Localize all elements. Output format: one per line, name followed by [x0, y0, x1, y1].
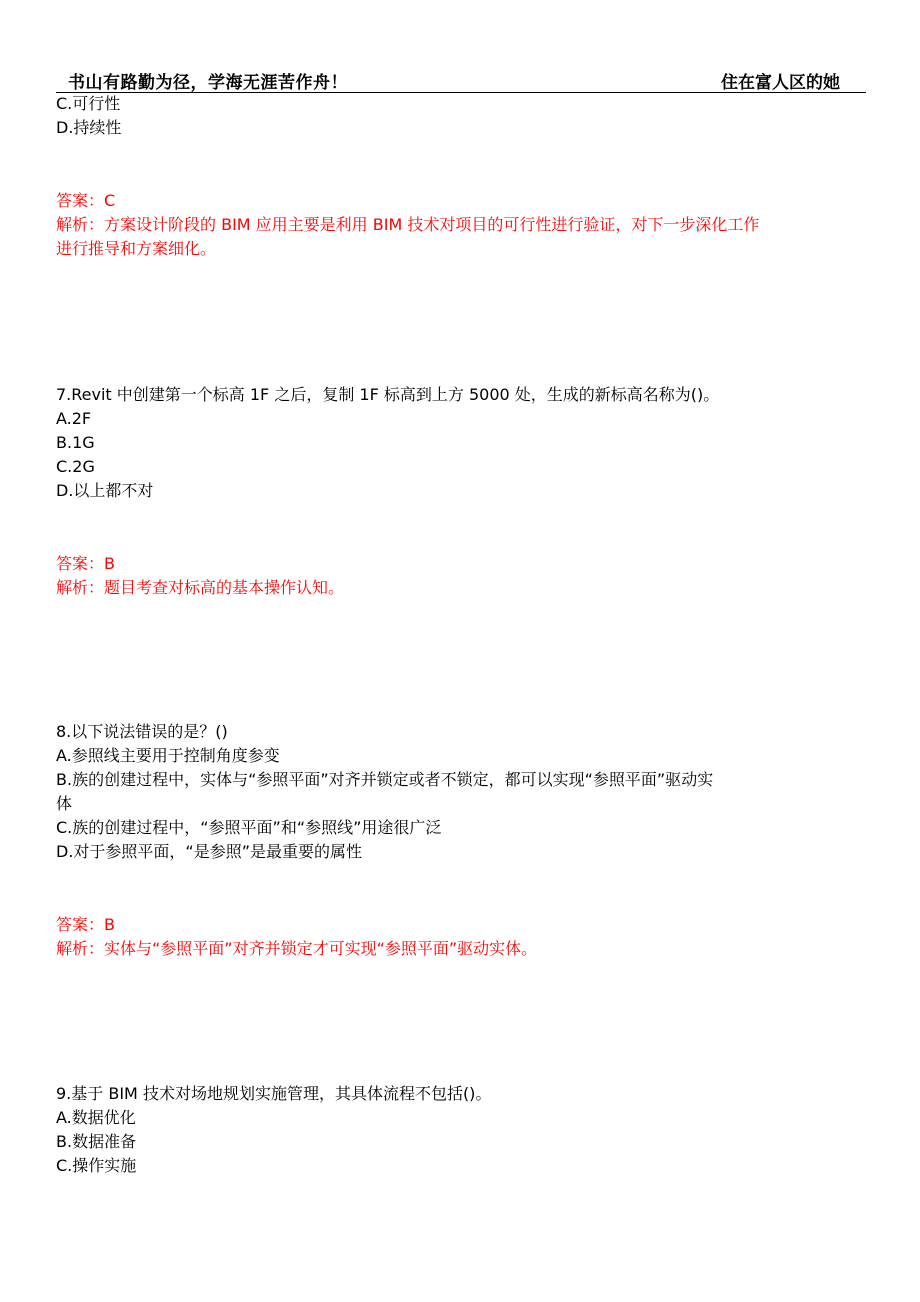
- q7-option-b: B.1G: [56, 433, 95, 452]
- q8-option-c: C.族的创建过程中，“参照平面”和“参照线”用途很广泛: [56, 818, 442, 837]
- q9-option-a: A.数据优化: [56, 1108, 136, 1127]
- q7-answer: 答案：B: [56, 554, 115, 573]
- q8-question: 8.以下说法错误的是？(): [56, 722, 228, 741]
- q6-option-c: C.可行性: [56, 94, 121, 113]
- page-header: [56, 66, 866, 93]
- q8-explanation: 解析：实体与“参照平面”对齐并锁定才可实现“参照平面”驱动实体。: [56, 939, 538, 958]
- q8-answer: 答案：B: [56, 915, 115, 934]
- q8-option-d: D.对于参照平面，“是参照”是最重要的属性: [56, 842, 362, 861]
- q6-explanation-line2: 进行推导和方案细化。: [56, 239, 217, 258]
- q6-explanation-line1: 解析：方案设计阶段的 BIM 应用主要是利用 BIM 技术对项目的可行性进行验证，对下一步深化工作: [56, 215, 760, 234]
- header-author: 住在富人区的她: [721, 73, 840, 93]
- q9-option-b: B.数据准备: [56, 1132, 137, 1151]
- q9-option-c: C.操作实施: [56, 1156, 137, 1175]
- q7-question: 7.Revit 中创建第一个标高 1F 之后，复制 1F 标高到上方 5000 处，生成的新标高名称为()。: [56, 385, 720, 404]
- q9-question: 9.基于 BIM 技术对场地规划实施管理，其具体流程不包括()。: [56, 1084, 492, 1103]
- q8-option-b-line2: 体: [56, 794, 73, 813]
- header-motto: 书山有路勤为径，学海无涯苦作舟！: [68, 73, 348, 93]
- q6-option-d: D.持续性: [56, 118, 122, 137]
- q8-option-b-line1: B.族的创建过程中，实体与“参照平面”对齐并锁定或者不锁定，都可以实现“参照平面”驱动实: [56, 770, 714, 789]
- q7-option-d: D.以上都不对: [56, 481, 154, 500]
- q7-option-a: A.2F: [56, 409, 92, 428]
- q7-option-c: C.2G: [56, 457, 95, 476]
- q8-option-a: A.参照线主要用于控制角度参变: [56, 746, 280, 765]
- q7-explanation: 解析：题目考查对标高的基本操作认知。: [56, 578, 345, 597]
- q6-answer: 答案：C: [56, 191, 116, 210]
